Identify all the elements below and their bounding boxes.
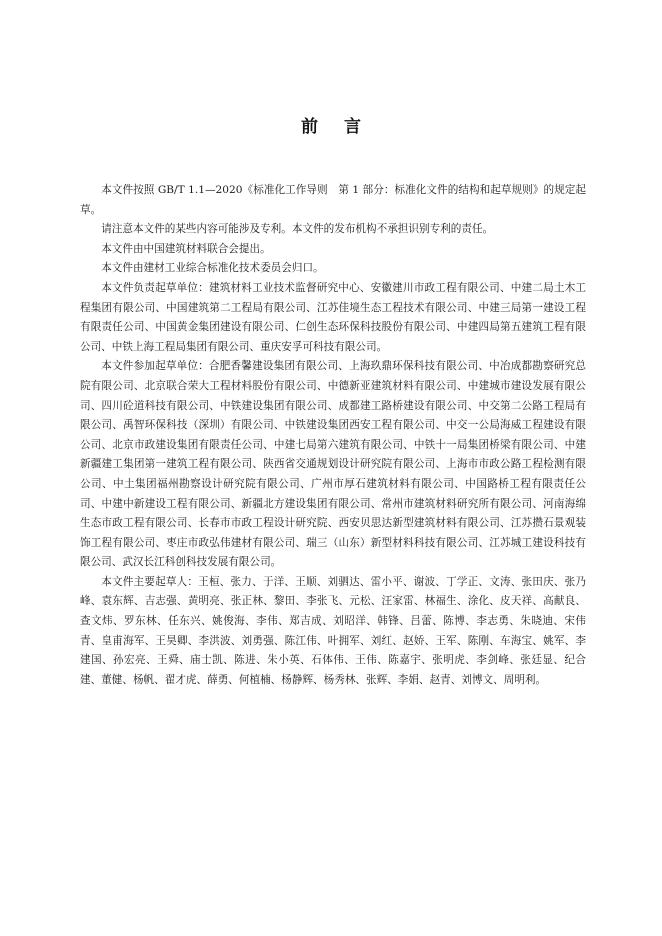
paragraph-main-drafters: 本文件主要起草人：王桓、张力、于洋、王顺、刘驷达、雷小平、谢波、丁学正、文涛、张田庆、张乃峰、袁东辉、吉志强、黄明亮、张正林、黎田、李张飞、元松、汪家雷、林福生、涂化、皮天祥、高献良、查文炜、罗东林、任东兴、姚俊海、李伟、郑吉成、刘昭洋、韩锋、吕蕾、陈博、李志勇、朱晓迪、宋伟青、皇甫海军、王昊卿、李洪波、刘勇强、陈江伟、叶拥军、刘红、赵娇、王军、陈刚、车海宝、姚军、李建国、孙宏亮、王舜、庙士凯、陈进、朱小英、石体伟、王伟、陈嘉宇、张明虎、李剑峰、张廷显、纪合建、董健、杨帆、翟才虎、薛勇、何植楠、杨静辉、杨秀林、张辉、李娟、赵青、刘博文、周明利。 bbox=[80, 575, 586, 686]
paragraph-administrator: 本文件由建材工业综合标准化技术委员会归口。 bbox=[101, 262, 324, 275]
page-title: 前言 bbox=[301, 117, 387, 137]
paragraph-lead-drafting-units: 本文件负责起草单位：建筑材料工业技术监督研究中心、安徽建川市政工程有限公司、中建二局土木工程集团有限公司、中国建筑第二工程局有限公司、江苏佳境生态工程技术有限公司、中建三局第一建设工程有限责任公司、中国黄金集团建设有限公司、仁创生态环保科技股份有限公司、中建四局第五建筑工程有限公司、中铁上海工程局集团有限公司、重庆安孚可科技有限公司。 bbox=[80, 281, 586, 353]
paragraph-drafting-rules: 本文件按照 GB/T 1.1—2020《标准化工作导则 第 1 部分：标准化文件的结构和起草规则》的规定起草。 bbox=[80, 184, 586, 216]
document-body bbox=[80, 181, 586, 690]
paragraph-proposer: 本文件由中国建筑材料联合会提出。 bbox=[101, 242, 271, 255]
paragraph-patent-notice: 请注意本文件的某些内容可能涉及专利。本文件的发布机构不承担识别专利的责任。 bbox=[101, 223, 494, 236]
paragraph-participating-units: 本文件参加起草单位：合肥香馨建设集团有限公司、上海玖鼎环保科技有限公司、中冶成都勘察研究总院有限公司、北京联合荣大工程材料股份有限公司、中德新亚建筑材料有限公司、中建城市建设发展有限公司、四川砼道科技有限公司、中铁建设集团有限公司、成都建工路桥建设有限公司、中交第二公路工程局有限公司、禹智环保科技（深圳）有限公司、中铁建设集团西安工程有限公司、中交一公局海威工程建设有限公司、北京市政建设集团有限责任公司、中建七局第六建筑有限公司、中铁十一局集团桥梁有限公司、中建新疆建工集团第一建筑工程有限公司、陕西省交通规划设计研究院有限公司、上海市市政公路工程检测有限公司、中土集团福州勘察设计研究院有限公司、广州市厚石建筑材料有限公司、中国路桥工程有限责任公司、中建中新建设工程有限公司、新疆北方建设集团有限公司、常州市建筑材料研究所有限公司、河南海绵生态市政工程有限公司、长春市市政工程设计研究院、西安贝思达新型建筑材料有限公司、江苏攒石景观装饰工程有限公司、枣庄市政弘伟建材有限公司、瑞三（山东）新型材料科技有限公司、江苏城工建设科技有限公司、武汉长江科创科技发展有限公司。 bbox=[80, 360, 586, 569]
